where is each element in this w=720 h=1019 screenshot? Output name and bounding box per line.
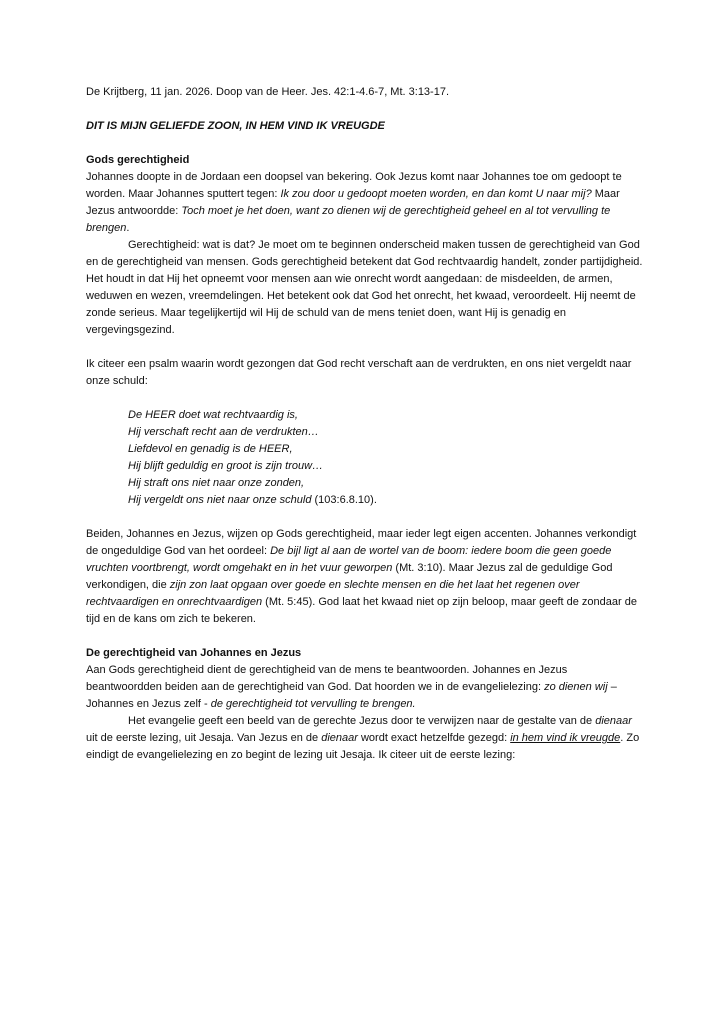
psalm-reference: (103:6.8.10). xyxy=(311,494,377,506)
psalm-line: Hij verschaft recht aan de verdrukten… xyxy=(128,426,319,438)
document-page xyxy=(86,84,646,764)
header-line: De Krijtberg, 11 jan. 2026. Doop van de Heer. Jes. 42:1-4.6-7, Mt. 3:13-17. xyxy=(86,86,450,98)
psalm-quote xyxy=(86,407,646,509)
psalm-line: De HEER doet wat rechtvaardig is, xyxy=(128,409,298,421)
paragraph-doop: Johannes doopte in de Jordaan een doopsel van bekering. Ook Jezus komt naar Johannes toe om gedoopt te worden. Maar Johannes sputtert tegen: Ik zou door u gedoopt moeten worden, en dan komt U naar mij? Maar Jezus antwoordde: Toch moet je het doen, want zo dienen wij de gerechtigheid geheel en al tot vervulling te brengen. xyxy=(86,171,622,234)
psalm-line: Liefdevol en genadig is de HEER, xyxy=(128,443,293,455)
psalm-line: Hij blijft geduldig en groot is zijn trouw… xyxy=(128,460,324,472)
paragraph-psalm-intro: Ik citeer een psalm waarin wordt gezongen dat God recht verschaft aan de verdrukten, en ons niet vergeldt naar onze schuld: xyxy=(86,358,632,387)
paragraph-beiden: Beiden, Johannes en Jezus, wijzen op Gods gerechtigheid, maar ieder legt eigen accenten. Johannes verkondigt de ongeduldige God van het oordeel: De bijl ligt al aan de wortel van de boom: iedere boom die geen goede vruchten voortbrengt, wordt omgehakt en in het vuur geworpen (Mt. 3:10). Maar Jezus zal de geduldige God verkondigen, die zijn zon laat opgaan over goede en slechte mensen en die het laat het regenen over rechtvaardigen en onrechtvaardigen (Mt. 5:45). God laat het kwaad niet op zijn beloop, maar geeft de zondaar de tijd en de kans om zich te bekeren. xyxy=(86,528,637,625)
psalm-line: Hij vergeldt ons niet naar onze schuld (103:6.8.10). xyxy=(128,494,377,506)
document-title: DIT IS MIJN GELIEFDE ZOON, IN HEM VIND IK VREUGDE xyxy=(86,120,385,132)
section-heading-johannes-jezus: De gerechtigheid van Johannes en Jezus xyxy=(86,647,302,659)
section-heading-gods-gerechtigheid: Gods gerechtigheid xyxy=(86,154,190,166)
paragraph-evangelie: Het evangelie geeft een beeld van de gerechte Jezus door te verwijzen naar de gestalte van de dienaar uit de eerste lezing, uit Jesaja. Van Jezus en de dienaar wordt exact hetzelfde gezegd: in hem vind ik vreugde. Zo eindigt de evangelielezing en zo begint de lezing uit Jesaja. Ik citeer uit de eerste lezing: xyxy=(86,715,640,761)
psalm-line: Hij straft ons niet naar onze zonden, xyxy=(128,477,305,489)
paragraph-gerechtigheid: Gerechtigheid: wat is dat? Je moet om te beginnen onderscheid maken tussen de gerechtigheid van God en de gerechtigheid van mensen. Gods gerechtigheid betekent dat God rechtvaardig handelt, zonder partijdigheid. Het houdt in dat Hij het opneemt voor mensen aan wie onrecht wordt aangedaan: de misdeelden, de armen, weduwen en wezen, vreemdelingen. Het betekent ook dat God het onrecht, het kwaad, veroordeelt. Hij neemt de zonde serieus. Maar tegelijkertijd wil Hij de schuld van de mens teniet doen, want Hij is genadig en vergevingsgezind. xyxy=(86,239,643,336)
paragraph-beantwoorden: Aan Gods gerechtigheid dient de gerechtigheid van de mens te beantwoorden. Johannes en Jezus beantwoordden beiden aan de gerechtigheid van God. Dat hoorden we in de evangelielezing: zo dienen wij – Johannes en Jezus zelf - de gerechtigheid tot vervulling te brengen. xyxy=(86,664,617,710)
